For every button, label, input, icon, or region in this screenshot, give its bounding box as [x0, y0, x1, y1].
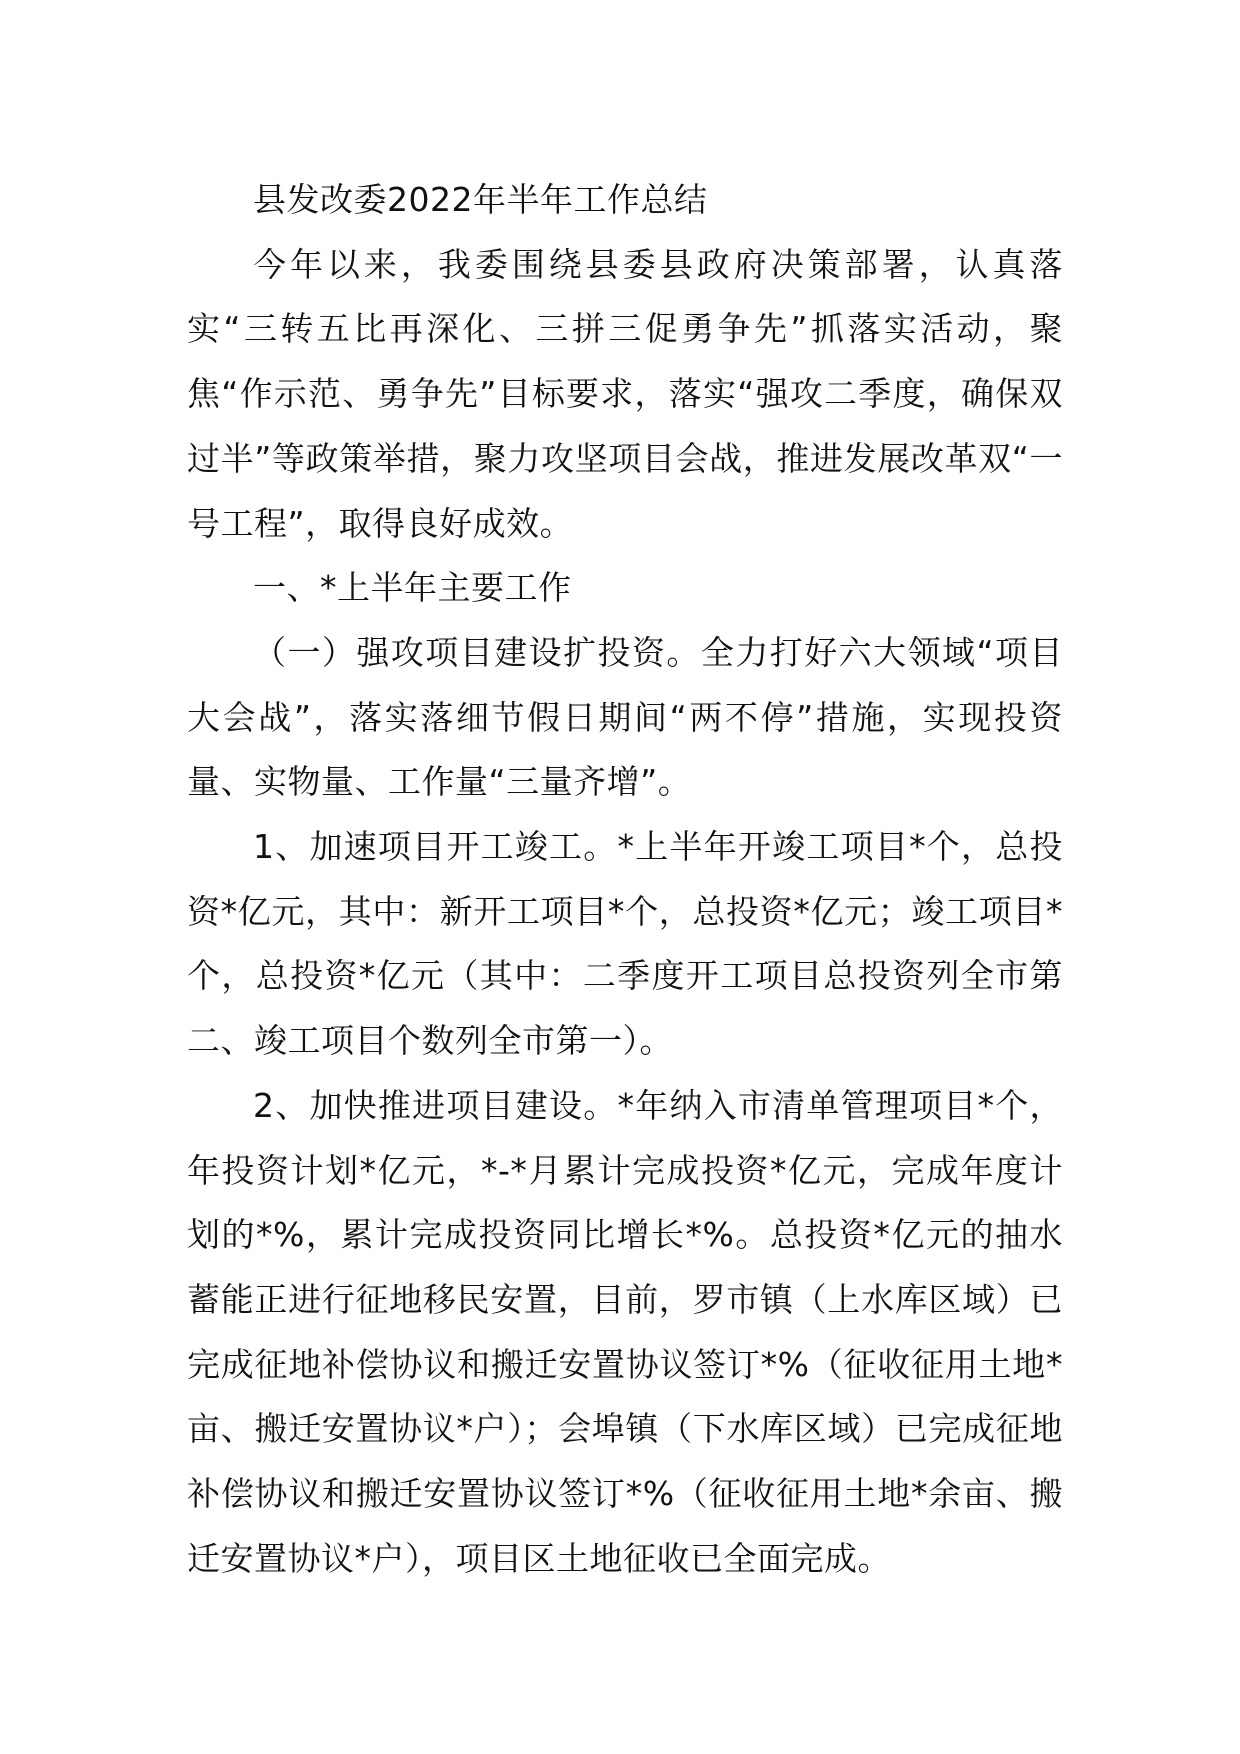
- subsection-heading-1: （一）强攻项目建设扩投资。全力打好六大领域“项目大会战”，落实落细节假日期间“两不停”措施，实现投资量、实物量、工作量“三量齐增”。: [187, 632, 1063, 802]
- section-heading-1: 一、*上半年主要工作: [253, 568, 572, 608]
- paragraph-item-2: 2、加快推进项目建设。*年纳入市清单管理项目*个，年投资计划*亿元，*-*月累计完成投资*亿元，完成年度计划的*%，累计完成投资同比增长*%。总投资*亿元的抽水蓄能正进行征地移民安置，目前，罗市镇（上水库区域）已完成征地补偿协议和搬迁安置协议签订*%（征收征用土地*亩、搬迁安置协议*户）；会埠镇（下水库区域）已完成征地补偿协议和搬迁安置协议签订*%（征收征用土地*余亩、搬迁安置协议*户），项目区土地征收已全面完成。: [187, 1085, 1063, 1578]
- paragraph-item-1: 1、加速项目开工竣工。*上半年开竣工项目*个，总投资*亿元，其中：新开工项目*个，总投资*亿元；竣工项目*个，总投资*亿元（其中：二季度开工项目总投资列全市第二、竣工项目个数列全市第一）。: [187, 827, 1063, 1061]
- paragraph-intro: 今年以来，我委围绕县委县政府决策部署，认真落实“三转五比再深化、三拼三促勇争先”抓落实活动，聚焦“作示范、勇争先”目标要求，落实“强攻二季度，确保双过半”等政策举措，聚力攻坚项目会战，推进发展改革双“一号工程”，取得良好成效。: [187, 244, 1063, 543]
- document-title: 县发改委2022年半年工作总结: [253, 180, 708, 219]
- document-page: [187, 168, 1063, 1591]
